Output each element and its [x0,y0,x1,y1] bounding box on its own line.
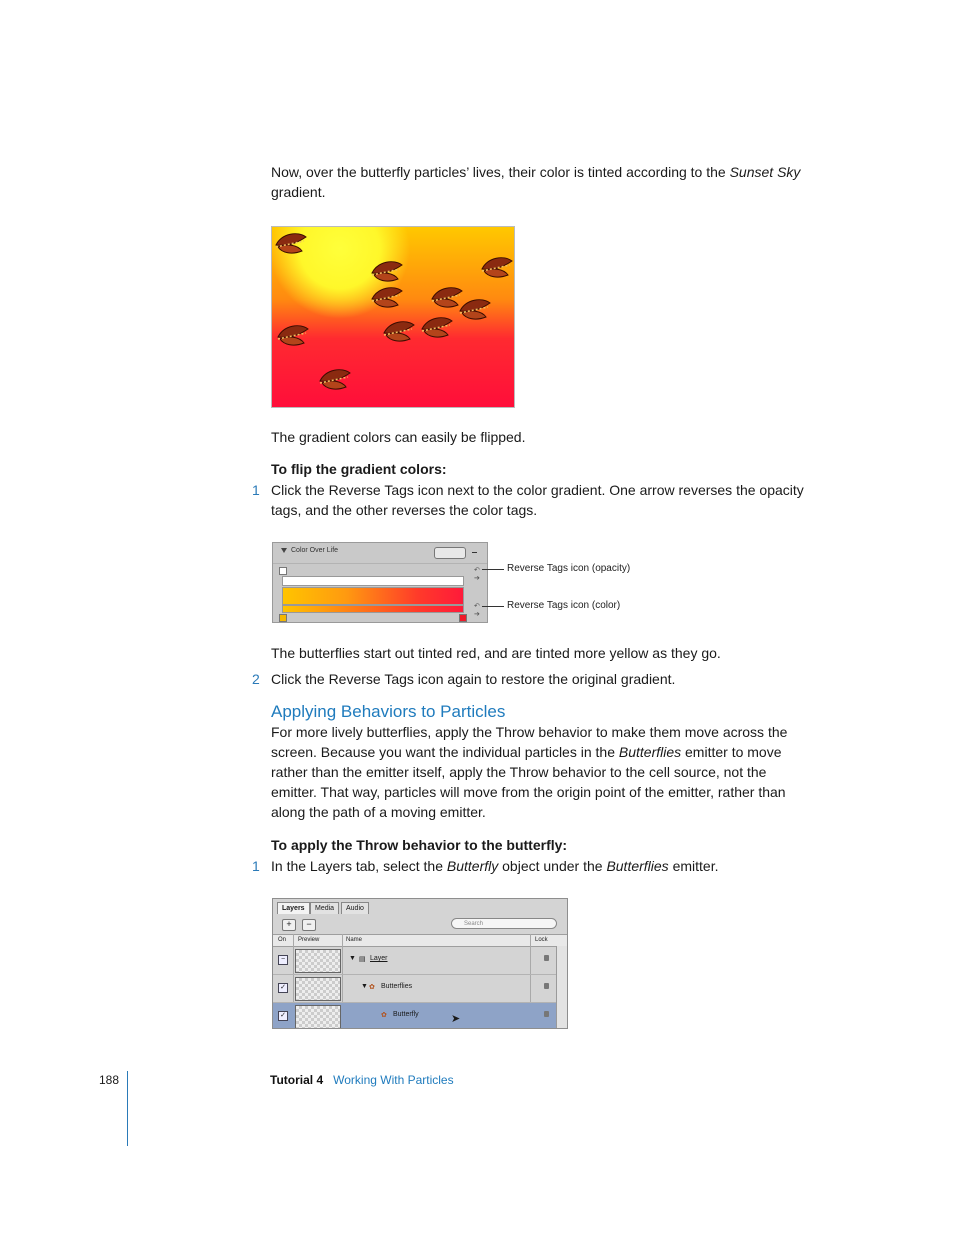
layers-panel [272,898,568,1029]
on-checkbox[interactable]: ✓ [278,983,288,993]
section-heading: Applying Behaviors to Particles [271,702,506,721]
layer-name[interactable]: Layer [370,955,388,962]
layers-column-header [273,934,567,947]
callout-color: Reverse Tags icon (color) [507,600,621,611]
remove-layer-button[interactable]: − [302,919,316,931]
butterfly-particle [482,258,512,277]
tab-audio[interactable]: Audio [341,902,369,914]
search-input[interactable]: Search [451,918,557,929]
intro-text-end: gradient. [271,184,326,200]
color-tag-start[interactable] [279,614,287,622]
gradient-name: Sunset Sky [729,164,801,180]
lock-icon[interactable] [544,983,549,989]
disclosure-triangle-icon[interactable] [281,548,287,553]
butterfly-particle [432,288,462,307]
chapter-label: Tutorial 4 [270,1073,324,1087]
tab-media[interactable]: Media [310,902,339,914]
flip-heading: To flip the gradient colors: [271,461,447,477]
cell-name[interactable]: Butterfly [393,1011,419,1018]
opacity-tag[interactable] [279,567,287,575]
page-number: 188 [99,1073,120,1087]
butterfly-particle [372,262,402,281]
disclosure-triangle-icon[interactable]: ▼ [349,955,356,962]
scrollbar[interactable] [556,946,568,1029]
butterfly-particle [372,288,402,307]
layer-row[interactable] [273,947,556,975]
chapter-title: Working With Particles [333,1073,454,1087]
tab-layers[interactable]: Layers [277,902,310,914]
color-gradient-strip [282,605,464,613]
step-text: emitter. [668,858,719,874]
butterfly-particle [320,370,350,389]
on-checkbox[interactable]: − [278,955,288,965]
lock-icon[interactable] [544,1011,549,1017]
lock-icon[interactable] [544,955,549,961]
body-text-end: emitter to move rather than the emitter itself, apply the Throw behavior to the cell source, not the emitter. That way, particles will move from the origin point of the emitter, rather than along the path of a moving emitter. [271,744,786,820]
result-note: The butterflies start out tinted red, and are tinted more yellow as they go. [271,645,721,661]
butterfly-particle [276,234,306,253]
throw-heading: To apply the Throw behavior to the butterfly: [271,837,568,853]
butterfly-particle [384,322,414,341]
intro-paragraph [271,162,816,202]
footer [270,1073,454,1087]
butterfly-particle [278,326,308,345]
step-number: 1 [252,858,260,874]
cell-preview-thumbnail [295,1005,341,1029]
on-checkbox[interactable]: ✓ [278,1011,288,1021]
column-preview[interactable]: Preview [298,937,320,943]
cursor-arrow-icon: ➤ [451,1013,461,1025]
object-name: Butterfly [446,858,499,874]
step-3-text [271,856,816,876]
emitter-name: Butterflies [618,744,682,760]
emitter-icon: ✿ [369,984,375,991]
panel-title: Color Over Life [291,547,339,554]
layer-row[interactable] [273,975,556,1003]
color-over-life-panel [272,542,488,623]
step-number: 1 [252,482,260,498]
reverse-tags-opacity-icon[interactable]: ↶ ➔ [474,567,480,582]
column-lock[interactable]: Lock [535,937,548,943]
color-tag-end[interactable] [459,614,467,622]
disclosure-triangle-icon[interactable]: ▼ [361,983,368,990]
step-text: In the Layers tab, select the [271,858,447,874]
flip-note: The gradient colors can easily be flipped. [271,429,526,445]
column-name[interactable]: Name [346,937,363,943]
callout-line [482,569,504,570]
butterfly-particle [460,300,490,319]
opacity-gradient-bar[interactable] [282,576,464,586]
section-body [271,722,816,822]
intro-text: Now, over the butterfly particles’ lives, their color is tinted according to the [271,164,730,180]
minus-icon[interactable] [472,552,477,553]
emitter-name: Butterflies [606,858,669,874]
color-gradient-bar[interactable] [282,587,464,605]
add-layer-button[interactable]: + [282,919,296,931]
preset-menu-button[interactable] [434,547,466,559]
callout-opacity: Reverse Tags icon (opacity) [507,563,631,574]
butterfly-particle [422,318,452,337]
step-2-text: Click the Reverse Tags icon again to restore the original gradient. [271,671,676,687]
step-number: 2 [252,671,260,687]
emitter-name[interactable]: Butterflies [381,983,413,990]
reverse-tags-color-icon[interactable]: ↶ ➔ [474,603,480,618]
callout-line [482,606,504,607]
body-text: For more lively butterflies, apply the Throw behavior to make them move across the screen. Because you want the individual particles in the [271,724,788,760]
butterfly-sunset-image [271,226,515,408]
footer-rule [127,1071,128,1146]
layer-icon: ▤ [359,956,366,963]
layer-preview-thumbnail [295,949,341,973]
step-1-text: Click the Reverse Tags icon next to the color gradient. One arrow reverses the opacity tags, and the other reverses the color tags. [271,482,804,518]
emitter-preview-thumbnail [295,977,341,1001]
layer-row-selected[interactable] [273,1003,556,1029]
cell-icon: ✿ [381,1012,387,1019]
butterflies-illustration [272,227,515,408]
column-on[interactable]: On [278,937,287,943]
panel-header [273,543,487,564]
step-text: object under the [498,858,607,874]
